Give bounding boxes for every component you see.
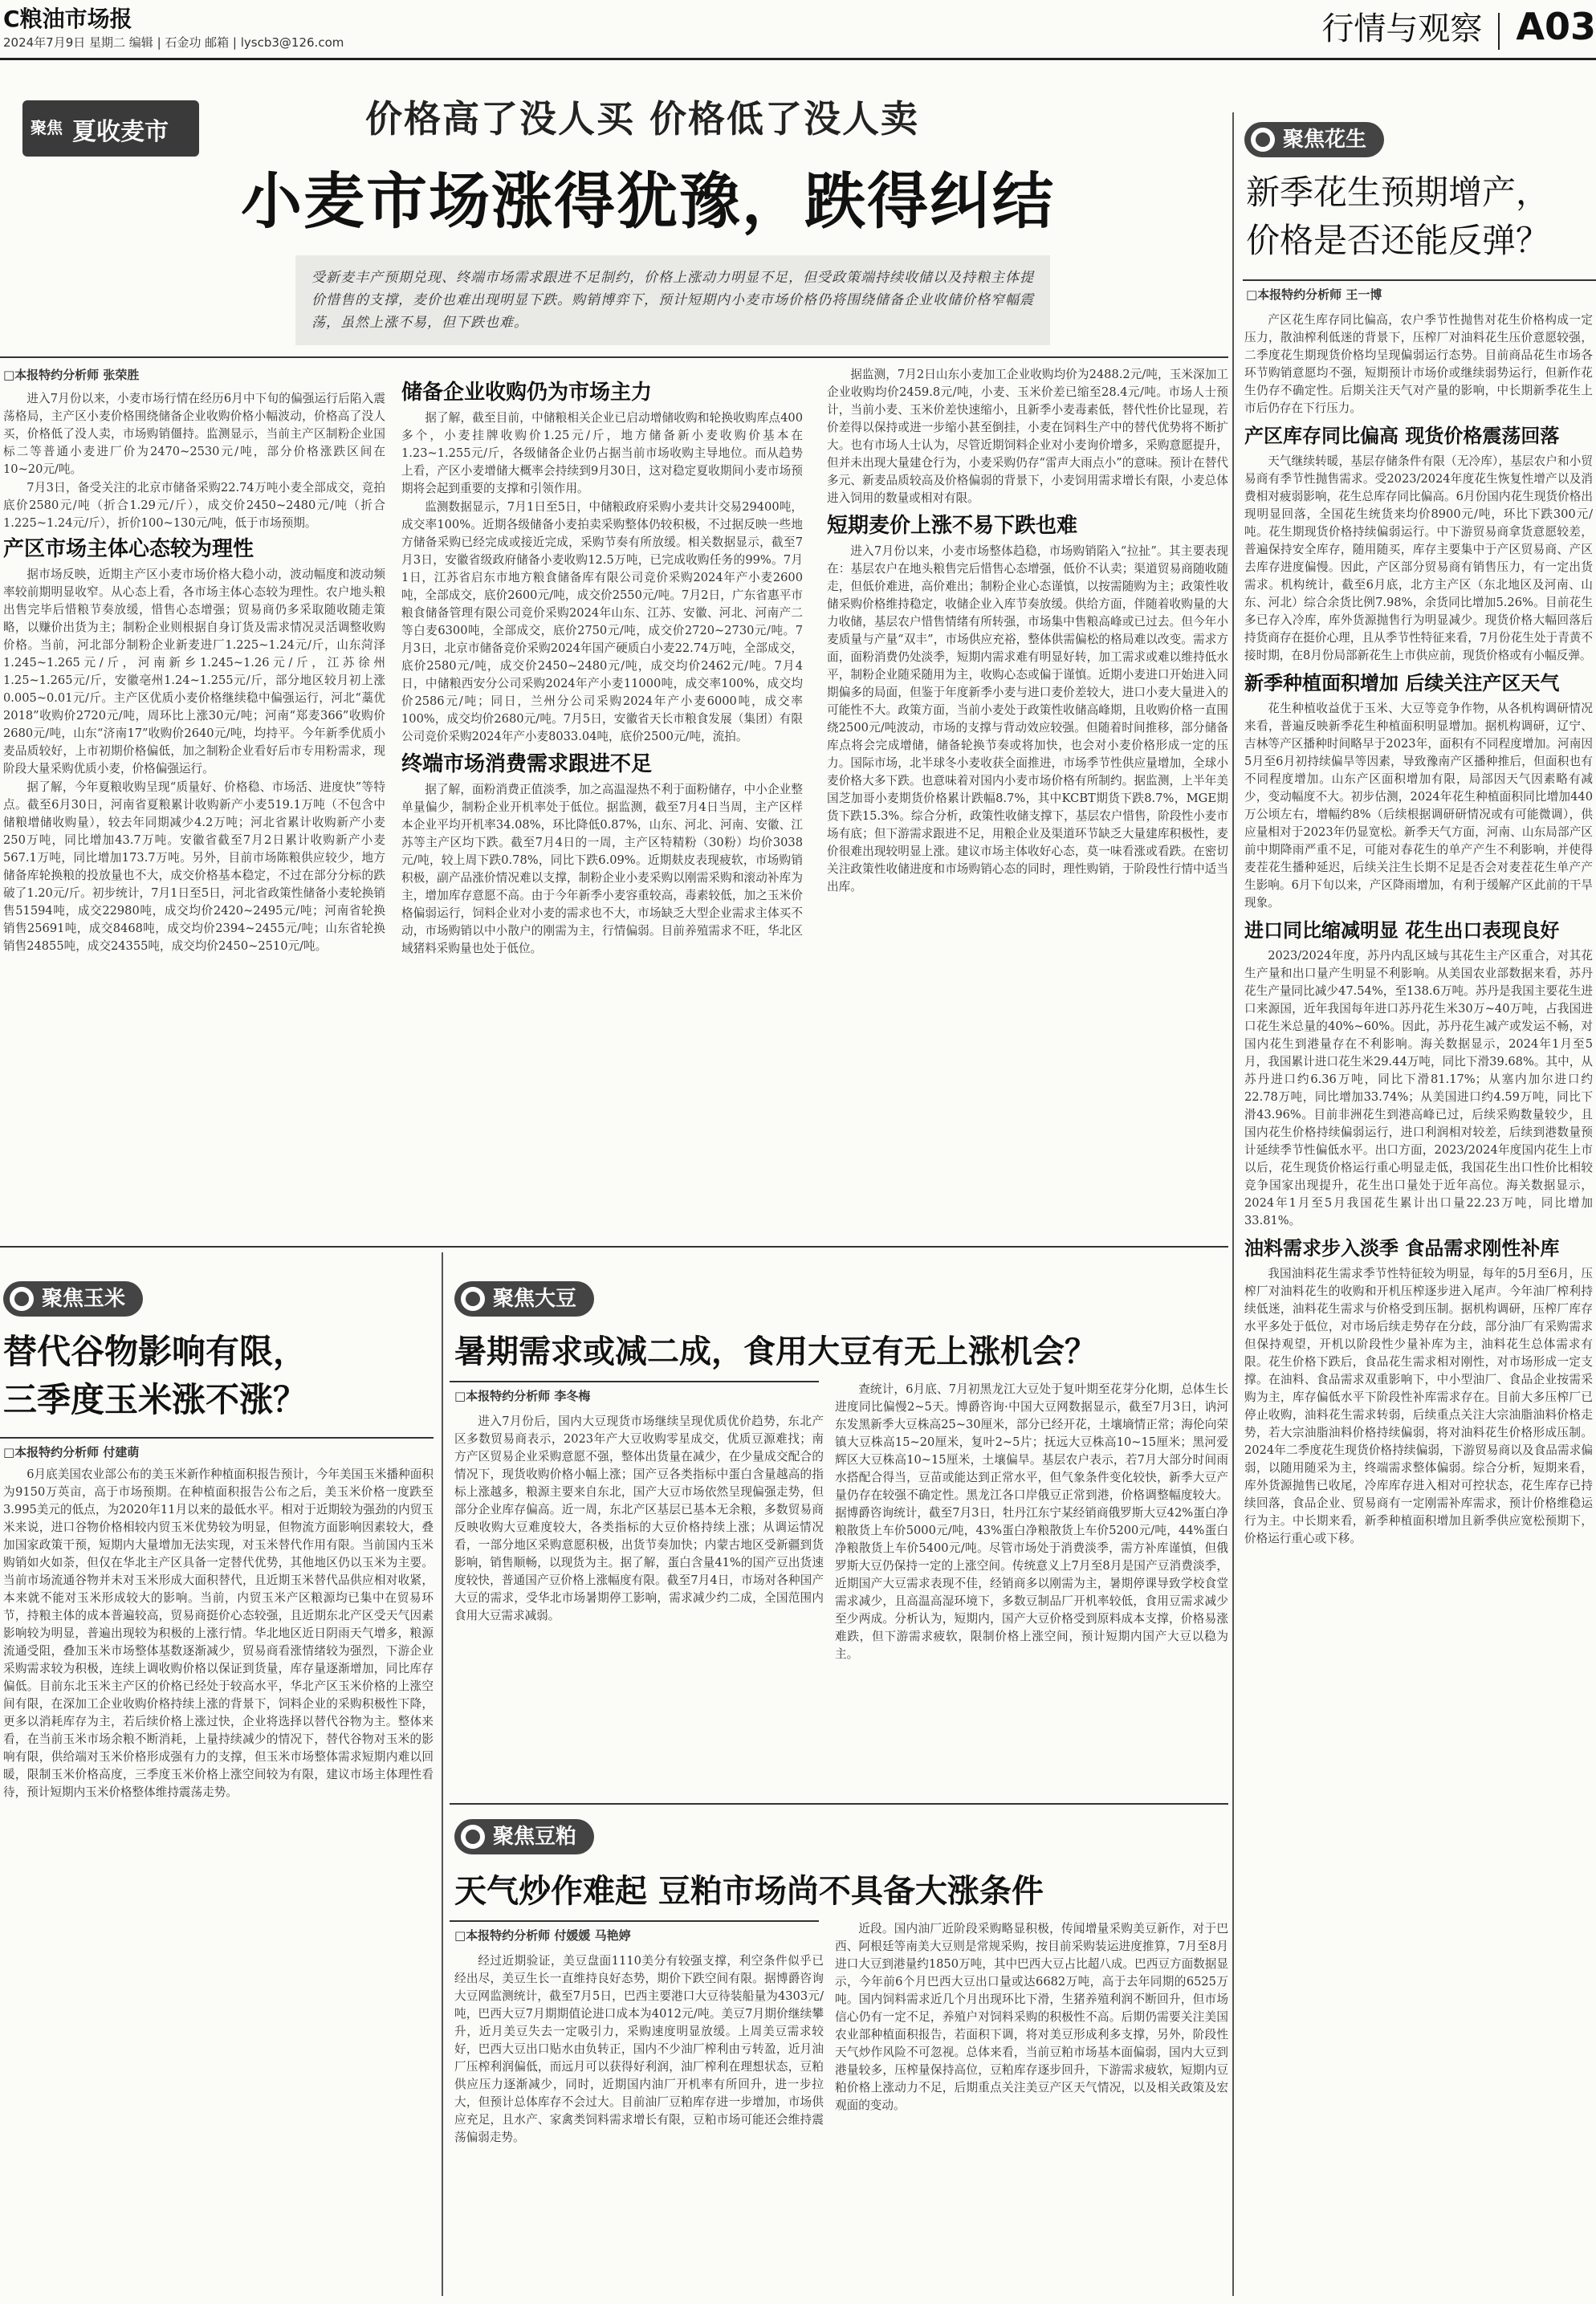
feature-subhead-4: 短期麦价上涨不易下跌也难 bbox=[827, 514, 1078, 538]
corn-tag: 聚焦玉米 bbox=[3, 1281, 143, 1317]
soymeal-tag: 聚焦豆粕 bbox=[454, 1819, 594, 1854]
soybean-column-2: 查统计，6月底、7月初黑龙江大豆处于复叶期至花芽分化期，总体生长进度同比偏慢2~5天。博爵咨询·中国大豆网数据显示，截至7月3日，讷河东发黑新季大豆株高25~30厘米，部分已经开花，土壤墒情正常；海伦向荣镇大豆株高15~20厘米，复叶2~5片；抚远大豆株高10~15厘米；黑河爱辉区大豆株高10~15厘米，土壤偏旱。基层农户表示，若7月大部分时间雨水搭配合得当，豆苗或能达到正常水平，但气象条件变化较快，新季大豆产量仍存在较强不确定性。黑龙江各口岸俄豆正常到港，价格调整幅度较大。据博爵咨询统计，截至7月3日，牡丹江东宁某经销商俄罗斯大豆42%蛋白净粮散货上车价5000元/吨，43%蛋白净粮散货上车价5200元/吨，44%蛋白净粮散货上车价5400元/吨。尽管市场处于消费淡季，需方补库谨慎，但俄罗斯大豆仍保持一定的上涨空间。传统意义上7月至8月是国产豆消费淡季，近期国产大豆需求表现不佳，经销商多以刚需为主，暑期停课导致学校食堂需求减少，且高温高湿环境下，多数豆制品厂开机率较低，食用豆需求减少至少两成。分析认为，短期内，国产大豆价格受到原料成本支撑，价格易涨难跌，但下游需求疲软，限制价格上涨空间，预计短期内国产大豆以稳为主。 bbox=[835, 1382, 1228, 1661]
feature-byline: □本报特约分析师 张荣胜 bbox=[3, 368, 140, 382]
soybean-byline: □本报特约分析师 李冬梅 bbox=[454, 1389, 591, 1403]
peanut-rule bbox=[1243, 279, 1596, 281]
tag-bullet-icon bbox=[10, 1287, 34, 1311]
feature-subhead-1: 产区市场主体心态较为理性 bbox=[3, 537, 254, 561]
header-divider bbox=[1498, 13, 1500, 50]
feature-rule bbox=[0, 356, 1228, 358]
soymeal-headline: 天气炒作难起 豆粕市场尚不具备大涨条件 bbox=[454, 1872, 1044, 1910]
masthead bbox=[0, 0, 1596, 60]
corn-headline: 替代谷物影响有限， 三季度玉米涨不涨？ bbox=[3, 1332, 307, 1419]
pulses-rule-top bbox=[450, 1803, 1228, 1805]
issue-date-line: 2024年7月9日 星期二 编辑 | 石金功 邮箱 | lyscb3@126.com bbox=[3, 35, 344, 50]
peanut-body: 产区花生库存同比偏高，农户季节性抛售对花生价格构成一定压力，散油榨利低迷的背景下，压榨厂对油料花生压价意愿较强，二季度花生期现货价格均呈现偏弱运行态势。目前商品花生市场各环节购销意愿均不强，短期预计市场价或继续弱势运行，但新作花生仍存不确定性。后期关注天气对产量的影响，中长期新季花生上市后仍存在下行压力。 产区库存同比偏高 现货价格震荡回落 天气继续转暖，基层存储条件有限（无冷库），基层农户和小贸易商有季节性抛售需求。受2023/2024年度花生恢复性增产以及消费相对疲弱影响，花生总库存同比偏高。6月份国内花生现货价格出现明显回落，全国花生统货来均价8900元/吨，环比下跌300元/吨。花生期现货价格持续偏弱运行。中下游贸易商拿货意愿较差，普遍保持安全库存，随用随买，库存主要集中于产区贸易商、产区去库存进度偏慢。因此，产区部分贸易商有销售压力，有一定出货需求。机构统计，截至6月底，北方主产区（东北地区及河南、山东、河北）综合余货比例7.98%，余货同比增加5.26%。目前花生多已存入冷库，库外货源抛售行为明显减少。现货价格大幅回落后持货商存在挺价心理，且从季节性特征来看，7月份花生处于青黄不接时期，在8月份局部新花生上市供应前，现货价格或有小幅反弹。 新季种植面积增加 后续关注产区天气 花生种植收益优于玉米、大豆等竞争作物，从各机构调研情况来看，普遍反映新季花生种植面积明显增加。据机构调研，辽宁、吉林等产区播种时间略早于2023年，面积有不同程度增加。河南因5月至6月初持续偏旱等因素，导致豫南产区播种推后，但面积也有不同程度增加。山东产区面积增加有限，局部因天气因素略有减少，变动幅度不大。初步估测，2024年花生种植面积同比增加440万公顷左右，增幅约8%（后续根据调研研情况或有可能微调），供应量相对于2023年仍显宽松。新季天气方面，河南、山东局部产区前中期降雨严重不足，可能对春花生的单产产生不利影响，并使得麦茬花生播种延迟，后续关注生长期不足是否会对麦茬花生单产产生影响。6月下旬以来，产区降雨增加，有利于缓解产区此前的干旱现象。 进口同比缩减明显 花生出口表现良好 2023/2024年度，苏丹内乱区域与其花生主产区重合，对其花生产量和出口量产生明显不利影响。从美国农业部数据来看，苏丹花生产量同比减少47.54%，至138.6万吨。苏丹是我国主要花生进口来源国，近年我国每年进口苏丹花生米30万~40万吨，占我国进口花生米总量的40%~60%。因此，苏丹花生减产或发运不畅，对国内花生到港量存在不利影响。海关数据显示，2024年1月至5月，我国累计进口花生米29.44万吨，同比下滑39.68%。其中，从苏丹进口约6.36万吨，同比下滑81.17%；从塞内加尔进口约22.78万吨，同比增加33.74%；从美国进口约4.59万吨，同比下滑43.96%。目前非洲花生到港高峰已过，后续采购数量较少，且国内花生价格持续偏弱运行，进口利润相对较差，后续到港数量预计延续季节性偏低水平。出口方面，2023/2024年度国内花生上市以后，花生现货价格运行重心明显走低，我国花生出口性价比相较竞争国家出现提升，花生出口量处于近年高位。海关数据显示，2024年1月至5月我国花生累计出口量22.23万吨，同比增加33.81%。 油料需求步入淡季 食品需求刚性补库 我国油料花生需求季节性特征较为明显，每年的5月至6月，压榨厂对油料花生的收购和开机压榨逐步进入尾声。今年油厂榨利持续低迷，油料花生需求与价格受到压制。据机构调研，压榨厂库存水平多处于低位，对市场后续走势存在分歧，部分油厂有采购需求但保持观望，开机以阶段性少量补库为主，油料花生总体需求有限。花生价格下跌后，食品花生需求相对刚性，对市场形成一定支撑。在油料、食品需求双重影响下，中小型油厂、食品企业按需采购为主，库存偏低水平下阶段性补库需求存在。目前大多压榨厂已停止收购，油料花生需求转弱，后续重点关注大宗油脂油料价格走势，若大宗油脂油料价格持续偏弱，将对油料花生价格形成压制。2024年二季度花生现货价格持续偏弱，下游贸易商以及食品需求偏弱，以随用随采为主，终端需求整体偏弱。综合分析，短期来看，库外货源抛售已收尾，冷库库存进入相对可控状态，花生库存已持续回落，食品企业、贸易商有一定刚需补库需求，预计价格维稳运行为主。中长期来看，新季种植面积增加且新季供应宽松预期下，价格运行重心或下移。 bbox=[1244, 313, 1593, 1545]
peanut-tag: 聚焦花生 bbox=[1244, 122, 1384, 157]
tag-bullet-icon bbox=[461, 1287, 485, 1311]
soymeal-column-2: 近段。国内油厂近阶段采购略显积极，传闻增量采购美豆新作，对于巴西、阿根廷等南美大豆则是常规采购，按目前采购装运进度推算，7月至8月进口大豆到港量约1850万吨，其中巴西大豆占比超八成。巴西豆方面数据显示，今年前6个月巴西大豆出口量或达6682万吨，高于去年同期的6525万吨。国内饲料需求近几个月出现环比下滑，生猪养殖利润不断回升，但市场信心仍有一定不足，养殖户对饲料采购的积极性不高。后期仍需要关注美国农业部种植面积报告，若面积下调，将对美豆形成利多支撑，另外，阶段性天气炒作风险不可忽视。总体来看，当前豆粕市场基本面偏弱，国内大豆到港量较多，压榨量保持高位，豆粕库存逐步回升，下游需求疲软，短期内豆粕价格上涨动力不足，后期重点关注美豆产区天气情况，以及相关政策及宏观面的变动。 bbox=[835, 1922, 1228, 2112]
feature-subhead-2: 储备企业收购仍为市场主力 bbox=[401, 381, 653, 405]
peanut-subhead-2: 新季种植面积增加 后续关注产区天气 bbox=[1244, 671, 1560, 694]
soymeal-rule bbox=[450, 1920, 819, 1922]
corn-divider bbox=[442, 1252, 443, 2296]
feature-headline: 小麦市场涨得犹豫，跌得纠结 bbox=[241, 165, 1055, 237]
column-divider bbox=[1232, 112, 1234, 2296]
peanut-subhead-1: 产区库存同比偏高 现货价格震荡回落 bbox=[1244, 424, 1560, 447]
corn-byline: □本报特约分析师 付建萌 bbox=[3, 1445, 140, 1459]
soybean-headline: 暑期需求或减二成，食用大豆有无上涨机会？ bbox=[454, 1333, 1097, 1370]
section-name: 行情与观察 bbox=[1321, 10, 1483, 47]
tag-bullet-icon bbox=[461, 1825, 485, 1849]
peanut-subhead-3: 进口同比缩减明显 花生出口表现良好 bbox=[1244, 918, 1560, 942]
feature-kicker: 价格高了没人买 价格低了没人卖 bbox=[365, 97, 920, 140]
feature-column-1: 进入7月份以来，小麦市场行情在经历6月中下旬的偏强运行后陷入震荡格局，主产区小麦价格围绕储备企业收购价格小幅波动，价格高了没人买，价格低了没人卖，市场购销僵持。监测显示，当前主产区制粉企业国标二等普通小麦进厂价为2470~2530元/吨，部分价格涨跌区间在10~20元/吨。 7月3日，备受关注的北京市储备采购22.74万吨小麦全部成交，竞拍底价2580元/吨（折合1.29元/斤），成交价2450~2480元/吨（折合1.225~1.24元/斤），折价100~130元/吨，低于市场预期。 产区市场主体心态较为理性 据市场反映，近期主产区小麦市场价格大稳小动，波动幅度和波动频率较前期明显收窄。从心态上看，各市场主体心态较为理性。农户地头粮出售完毕后惜粮节奏放缓，惜售心态增强；贸易商仍多采取随收随走策略，以赚价出货为主；制粉企业则根据自身订货及需求情况灵活调整收购价格。当前，河北部分制粉企业新麦进厂1.225~1.24元/斤，山东菏泽1.245~1.265元/斤，河南新乡1.245~1.26元/斤，江苏徐州1.25~1.265元/斤，安徽亳州1.24~1.255元/斤，部分地区较月初上涨0.005~0.01元/斤。主产区优质小麦价格继续稳中偏强运行，河北“藁优2018”收购价2720元/吨，周环比上涨30元/吨；河南“郑麦366”收购价2680元/吨，山东“济南17”收购价2640元/吨，均持平。今年新季优质小麦品质较好，上市初期价格偏低，加之制粉企业看好后市专用粉需求，现阶段大量采购优质小麦，价格偏强运行。 据了解，今年夏粮收购呈现“质量好、价格稳、市场活、进度快”等特点。截至6月30日，河南省夏粮累计收购新产小麦519.1万吨（不包含中储粮增储收购量），较去年同期减少4.2万吨；河北省累计收购新产小麦250万吨，同比增加43.7万吨。安徽省截至7月2日累计收购新产小麦567.1万吨，同比增加173.7万吨。另外，目前市场陈粮供应较少，地方储备库轮换粮的投放量也不大，成交价格基本稳定，不过在部分分标的跌破了1.20元/斤。初步统计，7月1日至5日，河北省政策性储备小麦轮换销售51594吨，成交22980吨，成交均价2420~2495元/吨；河南省轮换销售25691吨，成交8468吨，成交均价2394~2455元/吨；山东省轮换销售24855吨，成交24355吨，成交均价2450~2510元/吨。 bbox=[3, 392, 385, 953]
soymeal-byline: □本报特约分析师 付媛媛 马艳婷 bbox=[454, 1928, 631, 1943]
soymeal-column-1: 经过近期验证，美豆盘面1110美分有较强支撑，利空条件似乎已经出尽，美豆生长一直维持良好态势，期价下跌空间有限。据博爵咨询大豆网监测统计，截至7月5日，巴西主要港口大豆待装船量为4303元/吨，巴西大豆7月期期值论进口成本为4012元/吨。美豆7月期价继续攀升，近月美豆失去一定吸引力，采购速度明显放缓。上周美豆需求较好，巴西大豆出口贴水由负转正，国内不少油厂榨利由亏转盈，近月油厂压榨利润偏低，而远月可以获得好利润，油厂榨利在理想状态，豆粕供应压力逐渐减少，同时，近期国内油厂开机率有所回升，进一步拉大，但预计总体库存不会过大。目前油厂豆粕库存进一步增加，市场供应充足，且水产、家禽类饲料需求增长有限，豆粕市场可能还会维持震荡偏弱走势。 bbox=[454, 1954, 824, 2144]
page-number: A03 bbox=[1516, 5, 1596, 48]
tag-bullet-icon bbox=[1251, 128, 1275, 152]
feature-summary: 受新麦丰产预期兑现、终端市场需求跟进不足制约，价格上涨动力明显不足，但受政策端持续收储以及持粮主体提价惜售的支撑，麦价也难出现明显下跌。购销博弈下，预计短期内小麦市场价格仍将围绕储备企业收储价格窄幅震荡，虽然上涨不易，但下跌也难。 bbox=[295, 255, 1050, 345]
feature-badge: 聚焦 夏收麦市 bbox=[22, 100, 199, 157]
logo-icon: C bbox=[3, 6, 20, 32]
feature-subhead-3: 终端市场消费需求跟进不足 bbox=[401, 752, 653, 776]
corn-rule bbox=[0, 1437, 434, 1439]
feature-column-3: 据监测，7月2日山东小麦加工企业收购均价为2488.2元/吨，玉米深加工企业收购均价2459.8元/吨，小麦、玉米价差已缩至28.4元/吨。市场人士预计，当前小麦、玉米价差快速缩小，且新季小麦毒素低，替代性价比显现，若价差得以保持或进一步缩小甚至倒挂，小麦在饲料生产中的替代优势将不断扩大。也有市场人士认为，尽管近期饲料企业对小麦询价增多，采购意愿提升，但并未出现大量建仓行为，小麦采购仍存“雷声大雨点小”的意味。预计在替代多元、新麦品质较高及价格偏弱的背景下，小麦饲用需求增长有限，小麦总体进入饲用的数量或相对有限。 短期麦价上涨不易下跌也难 进入7月份以来，小麦市场整体趋稳，市场购销陷入“拉扯”。其主要表现在：基层农户在地头粮售完后惜售心态增强，低价不认卖；渠道贸易商随收随走，但低价难进，高价难出；制粉企业心态谨慎，以按需随购为主；政策性收储采购价格维持稳定，收储企业入库节奏放缓。供给方面，伴随着收购量的大力收储，基层农户惜售情绪有所转强，市场集中售粮高峰或已过去。但今年小麦质量与产量“双丰”，市场供应充裕，整体供需偏松的格局难以改变。需求方面，面粉消费仍处淡季，短期内需求难有明显好转，加工需求或难以维持低水平，制粉企业随采随用为主，收购心态或偏于谨慎。近期小麦进口开始进入同期偏多的局面，但鉴于年度新季小麦与进口麦价差较大，进口小麦大量进入的可能性不大。政策方面，当前小麦处于政策性收储高峰期，且收购价格一直围绕2500元/吨波动，市场的支撑与背动效应较强。但随着时间推移，部分储备库点将会完成增储，储备轮换节奏或将加快，也会对小麦价格形成一定的压力。国际市场，北半球冬小麦收获全面推进，市场季节性供应量增加，全球小麦价格大多下跌。也意味着对国内小麦市场价格有所制约。据监测，上半年美国芝加哥小麦期货价格累计跌幅8.7%，其中KCBT期货下跌8.7%，MGE期货下跌15.3%。综合分析，政策性收储支撑下，基层农户惜售，阶段性小麦市场有底；但下游需求跟进不足，用粮企业及渠道环节缺乏大量建库积极性，麦价很难出现较明显上涨。建议市场主体收好心态，莫一味看涨或看跌。在密切关注政策性收储进度和市场购销心态的同时，理性购销，于阶段性行情中适当出库。 bbox=[827, 368, 1228, 894]
feature-column-2: 储备企业收购仍为市场主力 据了解，截至目前，中储粮相关企业已启动增储收购和轮换收购库点400多个，小麦挂牌收购价1.25元/斤，地方储备新小麦收购价基本在1.23~1.255元/斤，各级储备企业仍占据当前市场收购主导地位。而从趋势上看，产区小麦增储大概率会持续到9月30日，这对稳定夏收期间小麦市场预期将会起到重要的支撑和引领作用。 监测数据显示，7月1日至5日，中储粮政府采购小麦共计交易29400吨，成交率100%。近期各级储备小麦拍卖采购整体仍较积极，不过据反映一些地方储备采购已经完成或接近完成，采购节奏有所放缓。相关数据显示，截至7月3日，安徽省级政府储备小麦收购12.5万吨，已完成收购任务的99%。7月1日，江苏省启东市地方粮食储备库有限公司竞价采购2024年产小麦2600吨，全部成交，底价2600元/吨，成交价2550元/吨。7月2日，广东省惠平市粮食储备管理有限公司竞价采购2024年山东、江苏、安徽、河北、河南产二等白麦6300吨，全部成交，底价2750元/吨，成交价2720~2730元/吨。7月3日，北京市储备竞价采购2024年国产硬质白小麦22.74万吨，全部成交，底价2580元/吨，成交价2450~2480元/吨，成交均价2462元/吨。7月4日，中储粮西安分公司采购2024年产小麦11000吨，成交率100%，成交均价2586元/吨；同日，兰州分公司采购2024年产小麦6000吨，成交率100%，成交均价2680元/吨。7月5日，安徽省天长市粮食发展（集团）有限公司竞价采购2024年产小麦8033.04吨，底价2500元/吨，流拍。 终端市场消费需求跟进不足 据了解，面粉消费正值淡季，加之高温湿热不利于面粉储存，中小企业整单量偏少，制粉企业开机率处于低位。据监测，截至7月4日当周，主产区样本企业平均开机率34.08%，环比降低0.87%，山东、河北、河南、安徽、江苏等主产区均下跌。截至7月4日的一周，主产区特精粉（30粉）均价3038元/吨，较上周下跌0.78%，同比下跌6.09%。近期麸皮表现疲软，市场购销积极，副产品涨价情况难以支撑，制粉企业小麦采购以刚需采购和滚动补库为主，增加库存意愿不高。由于今年新季小麦容重较高，毒素较低，加之玉米价格偏弱运行，饲料企业对小麦的需求也不大，市场缺乏大型企业需求主体买不动，市场购销以中小散户的刚需为主，行情偏弱。目前养殖需求不旺，华北区域猪料采购量也处于低位。 bbox=[401, 381, 803, 955]
newspaper-logo: C粮油市场报 bbox=[3, 6, 132, 32]
peanut-headline: 新季花生预期增产， 价格是否还能反弹？ bbox=[1246, 173, 1550, 260]
corn-body: 6月底美国农业部公布的美玉米新作种植面积报告预计，今年美国玉米播种面积为9150万英亩，高于市场预期。在种植面积报告公布之后，美玉米价格一度跌至3.995美元的低点，为2020年11月以来的最低水平。相对于近期较为强劲的内贸玉米来说，进口谷物价格相较内贸玉米优势较为明显，但物流方面影响因素较大，叠加国家政策干预，短期内大量增加无法实现，对玉米替代作用有限。当前国内玉米购销如火如荼，但仅在华北主产区具备一定替代优势，其他地区仍以玉米为主要。当前市场流通谷物并未对玉米形成大面积替代，且近期玉米替代品供应相对收紧，本来就不能对玉米形成较大的影响。当前，内贸玉米产区粮源均已集中在贸易环节，持粮主体的成本普遍较高，贸易商挺价心态较强，且近期东北产区受天气因素影响较为明显，普遍出现较为积极的上涨行情。华北地区近日阴雨天气增多，粮源流通受阻，叠加玉米市场整体基数逐渐减少，贸易商看涨情绪较为强烈，下游企业采购需求较为积极，连续上调收购价格以保证到货量，库存量逐渐增加，同比库存偏低。目前东北玉米主产区的价格已经处于较高水平，华北产区玉米价格的上涨空间有限，在深加工企业收购价格持续上涨的背景下，饲料企业的采购积极性下降，更多以消耗库存为主，若后续价格上涨过快，企业将选择以替代谷物为主。整体来看，在当前玉米市场余粮不断消耗，上量持续减少的情况下，替代谷物对玉米的影响有限，供给端对玉米价格形成强有力的支撑，但玉米市场整体需求短期内难以回暖，限制玉米价格高度，三季度玉米价格上涨空间较为有限，建议市场主体理性看待，预计短期内玉米价格整体维持震荡走势。 bbox=[3, 1467, 434, 1799]
section-header bbox=[1321, 3, 1596, 50]
peanut-subhead-4: 油料需求步入淡季 食品需求刚性补库 bbox=[1244, 1236, 1560, 1260]
soybean-rule bbox=[450, 1381, 819, 1382]
soybean-tag: 聚焦大豆 bbox=[454, 1281, 594, 1317]
soybean-column-1: 进入7月份后，国内大豆现货市场继续呈现优质优价趋势，东北产区多数贸易商表示，2023年产大豆收购零星成交，优质豆源难找；南方产区贸易企业采购意愿不强，整体出货量在减少，在少量成交配合的情况下，现货收购价格小幅上涨；国产豆各类指标中蛋白含量越高的指标上涨越多，粮源主要来自东北，国产大豆市场依然呈现偏强走势，但部分企业库存偏高。近一周，东北产区基层已基本无余粮，多数贸易商反映收购大豆难度较大，各类指标的大豆价格持续上涨；从调运情况看，一部分地区采购意愿积极，出货节奏加快；内蒙古地区受新疆到货影响，销售顺畅，以现货为主。据了解，蛋白含量41%的国产豆出货速度较快，普通国产豆价格上涨幅度有限。截至7月4日，市场对各种国产大豆的需求，受华北市场暑期停工影响，需求减少约二成，全国范围内食用大豆需求减弱。 bbox=[454, 1415, 824, 1622]
section-rule bbox=[0, 1246, 1228, 1248]
peanut-byline: □本报特约分析师 王一博 bbox=[1246, 287, 1382, 302]
